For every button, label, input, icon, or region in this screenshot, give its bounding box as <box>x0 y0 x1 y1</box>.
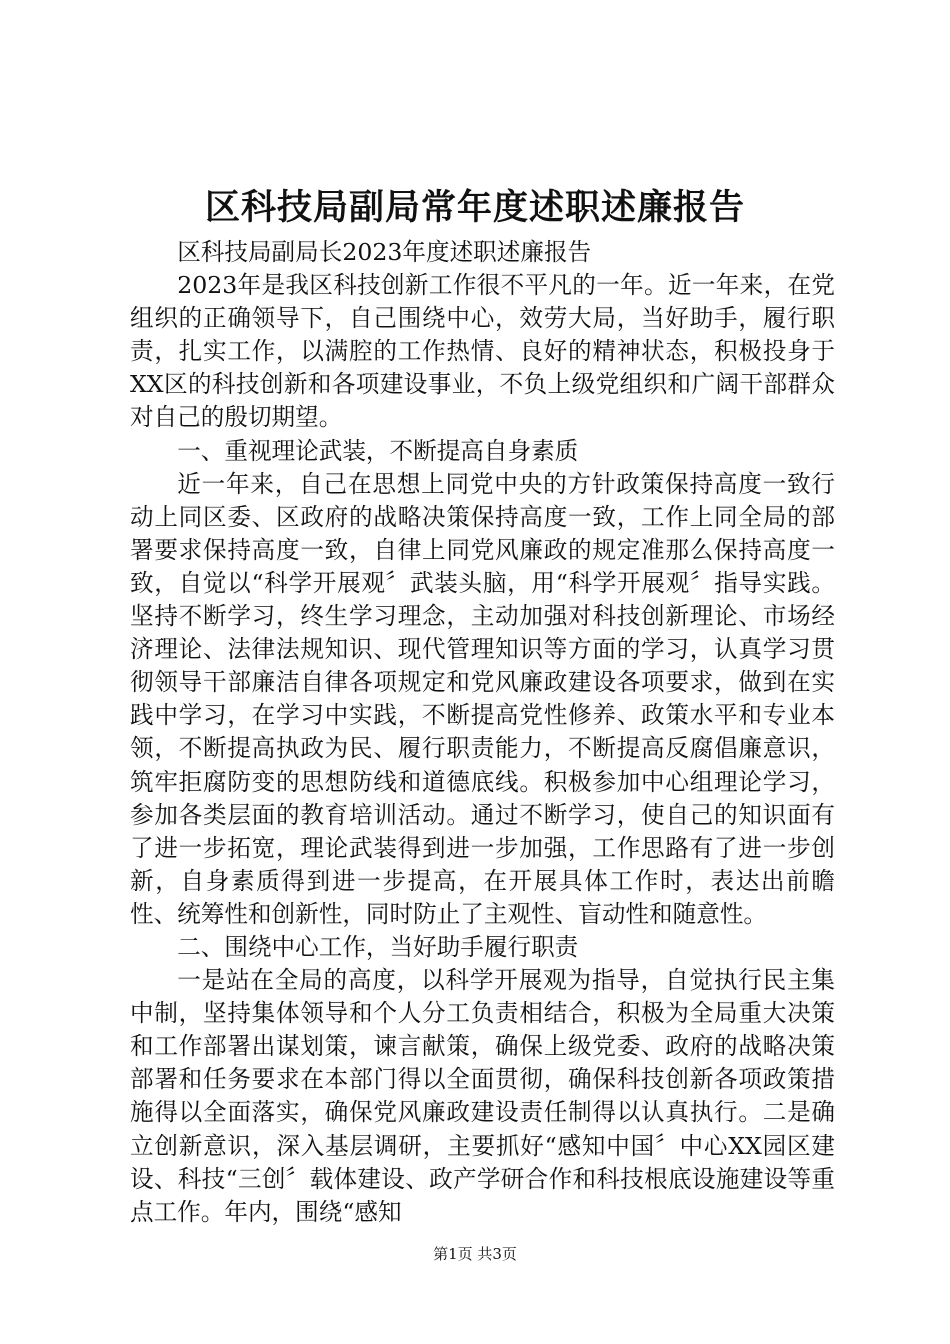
section-heading-1: 一、重视理论武装，不断提高自身素质 <box>177 436 579 465</box>
document-title: 区科技局副局常年度述职述廉报告 <box>204 187 745 228</box>
section-heading-2: 二、围绕中心工作，当好助手履行职责 <box>177 932 579 961</box>
section-2-paragraph: 一是站在全局的高度，以科学开展观为指导，自觉执行民主集中制，坚持集体领导和个人分工负责相结合，积极为全局重大决策和工作部署出谋划策，谏言献策，确保上级党委、政府的战略决策部署和任务要求在本部门得以全面贯彻，确保科技创新各项政策措施得以全面落实，确保党风廉政建设责任制得以认真执行。二是确立创新意识，深入基层调研，主要抓好“感知中国〞中心XX园区建设、科技“三创〞载体建设、政产学研合作和科技根底设施建设等重点工作。年内，围绕“感知 <box>130 966 835 1226</box>
page-indicator: 第1页 共3页 <box>433 1245 517 1263</box>
intro-paragraph: 2023年是我区科技创新工作很不平凡的一年。近一年来，在党组织的正确领导下，自己围绕中心，效劳大局，当好助手，履行职责，扎实工作，以满腔的工作热情、良好的精神状态，积极投身于XX区的科技创新和各项建设事业，不负上级党组织和广阔干部群众对自己的殷切期望。 <box>130 271 835 432</box>
subtitle-paragraph: 区科技局副局长2023年度述职述廉报告 <box>177 238 592 266</box>
document-body <box>130 236 835 1229</box>
page-footer <box>0 1244 950 1264</box>
section-1-paragraph: 近一年来，自己在思想上同党中央的方针政策保持高度一致行动上同区委、区政府的战略决策保持高度一致，工作上同全局的部署要求保持高度一致，自律上同党风廉政的规定准那么保持高度一致，自觉以“科学开展观〞武装头脑，用“科学开展观〞指导实践。坚持不断学习，终生学习理念，主动加强对科技创新理论、市场经济理论、法律法规知识、现代管理知识等方面的学习，认真学习贯彻领导干部廉洁自律各项规定和党风廉政建设各项要求，做到在实践中学习，在学习中实践，不断提高党性修养、政策水平和专业本领，不断提高执政为民、履行职责能力，不断提高反腐倡廉意识，筑牢拒腐防变的思想防线和道德底线。积极参加中心组理论学习，参加各类层面的教育培训活动。通过不断学习，使自己的知识面有了进一步拓宽，理论武装得到进一步加强，工作思路有了进一步创新，自身素质得到进一步提高，在开展具体工作时，表达出前瞻性、统筹性和创新性，同时防止了主观性、盲动性和随意性。 <box>130 469 835 928</box>
